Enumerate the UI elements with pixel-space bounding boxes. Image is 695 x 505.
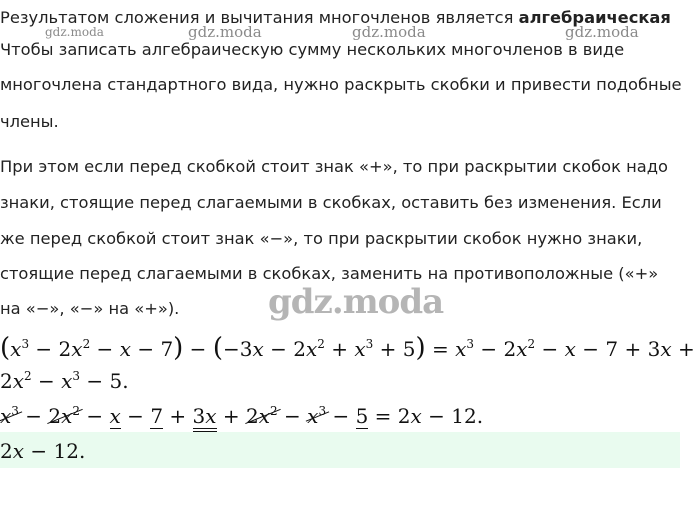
var: x bbox=[61, 369, 73, 393]
intro-line bbox=[0, 8, 671, 28]
watermark: gdz.moda bbox=[45, 25, 104, 39]
answer-line bbox=[0, 439, 85, 463]
answer-highlight bbox=[0, 432, 680, 468]
intro-bold-term: алгебраическая bbox=[518, 8, 671, 27]
paren: ) bbox=[173, 333, 184, 363]
paragraph-line: знаки, стоящие перед слагаемыми в скобках, оставить без изменения. Если bbox=[0, 193, 662, 212]
cancelled-term: $x^3$ bbox=[307, 404, 327, 428]
term: − 2 bbox=[474, 337, 517, 361]
term: − bbox=[18, 404, 49, 428]
term: − bbox=[183, 337, 213, 361]
exponent: 2 bbox=[82, 337, 91, 351]
var: x bbox=[660, 337, 672, 361]
paragraph-line: на «−», «−» на «+»). bbox=[0, 299, 180, 318]
underlined-term: 7 bbox=[150, 404, 164, 428]
var: x bbox=[12, 439, 25, 463]
watermark: gdz.moda bbox=[352, 23, 426, 41]
term: − 2 bbox=[29, 337, 72, 361]
exponent: 3 bbox=[365, 337, 374, 351]
paragraph-line: При этом если перед скобкой стоит знак «+», то при раскрытии скобок надо bbox=[0, 157, 668, 176]
term: − 12. bbox=[24, 439, 86, 463]
var: x bbox=[12, 369, 25, 393]
exponent: 2 bbox=[527, 337, 536, 351]
var: x bbox=[564, 337, 576, 361]
term: = bbox=[425, 337, 456, 361]
var: x bbox=[71, 337, 83, 361]
term: − bbox=[90, 337, 120, 361]
term: − 5. bbox=[80, 369, 129, 393]
term: = 2 bbox=[368, 404, 411, 428]
term: 2 bbox=[0, 439, 13, 463]
term: − bbox=[535, 337, 565, 361]
exponent: 2 bbox=[317, 337, 325, 351]
var: x bbox=[10, 337, 22, 361]
paren: ( bbox=[0, 333, 11, 363]
underlined-term: x bbox=[109, 404, 121, 428]
exponent: 3 bbox=[72, 369, 81, 383]
term: − bbox=[120, 404, 151, 428]
term: − 7 bbox=[130, 337, 174, 361]
equation-line bbox=[0, 369, 129, 393]
cancelled-term: $x^3$ bbox=[0, 404, 19, 428]
term: − 7 + 3 bbox=[575, 337, 661, 361]
term: + 5 bbox=[373, 337, 416, 361]
paragraph-line: Чтобы записать алгебраическую сумму нескольких многочленов в виде bbox=[0, 40, 625, 59]
watermark: gdz.moda bbox=[565, 23, 639, 41]
paragraph-line: же перед скобкой стоит знак «−», то при раскрытии скобок нужно знаки, bbox=[0, 229, 643, 248]
var: x bbox=[354, 337, 366, 361]
var: x bbox=[252, 337, 264, 361]
var: x bbox=[516, 337, 528, 361]
var: x bbox=[455, 337, 467, 361]
paragraph-line: многочлена стандартного вида, нужно раскрыть скобки и привести подобные bbox=[0, 75, 682, 94]
double-underlined-term: 3x bbox=[193, 404, 217, 432]
simplification-line bbox=[0, 404, 483, 428]
term: + bbox=[324, 337, 355, 361]
term: + bbox=[163, 404, 193, 428]
equation-line bbox=[0, 333, 695, 363]
watermark-large: gdz.moda bbox=[268, 282, 444, 322]
term: − 2 bbox=[263, 337, 306, 361]
term: − bbox=[80, 404, 110, 428]
term: 2 bbox=[0, 369, 13, 393]
cancelled-term: $2x^2$ bbox=[246, 404, 278, 428]
term: + bbox=[671, 337, 695, 361]
term: + bbox=[216, 404, 247, 428]
term: − bbox=[277, 404, 308, 428]
var: x bbox=[305, 337, 318, 361]
exponent: 3 bbox=[466, 337, 475, 351]
var: x bbox=[410, 404, 422, 428]
term: − 12. bbox=[421, 404, 484, 428]
intro-text: Результатом сложения и вычитания многочленов является bbox=[0, 8, 519, 27]
paren: ) bbox=[415, 333, 426, 363]
watermark: gdz.moda bbox=[188, 23, 262, 41]
cancelled-term: $2x^2$ bbox=[48, 404, 81, 428]
paren: ( bbox=[212, 333, 223, 363]
exponent: 3 bbox=[21, 337, 30, 351]
var: x bbox=[119, 337, 131, 361]
paragraph-line: члены. bbox=[0, 112, 59, 131]
exponent: 2 bbox=[24, 369, 32, 383]
term: − bbox=[31, 369, 62, 393]
underlined-term: 5 bbox=[355, 404, 369, 428]
term: −3 bbox=[222, 337, 253, 361]
term: − bbox=[326, 404, 356, 428]
paragraph-line: стоящие перед слагаемыми в скобках, заменить на противоположные («+» bbox=[0, 264, 659, 283]
